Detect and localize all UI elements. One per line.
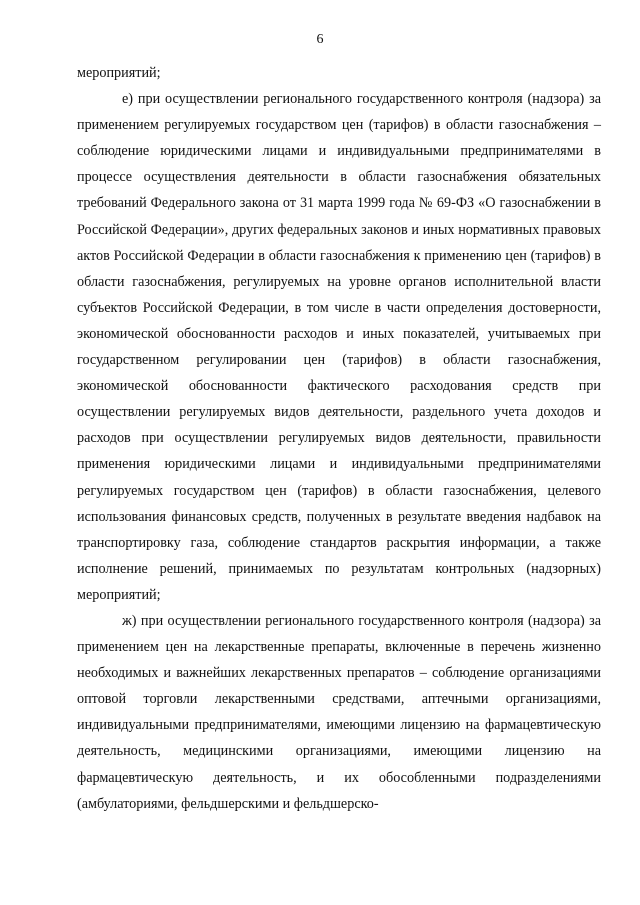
- paragraph-continuation: мероприятий;: [77, 65, 161, 81]
- page-number: 6: [316, 32, 324, 47]
- paragraph-item-e: е) при осуществлении регионального государственного контроля (надзора) за применением регулируемых государством цен (тарифов) в области газоснабжения – соблюдение юридическими лицами и индивидуальными предпринимателями в процессе осуществления деятельности в области газоснабжения обязательных требований Федерального закона от 31 марта 1999 года № 69-ФЗ «О газоснабжении в Российской Федерации», других федеральных законов и иных нормативных правовых актов Российской Федерации в области газоснабжения к применению цен (тарифов) в области газоснабжения, регулируемых на уровне органов исполнительной власти субъектов Российской Федерации, в том числе в части определения достоверности, экономической обоснованности расходов и иных показателей, учитываемых при государственном регулировании цен (тарифов) в области газоснабжения, экономической обоснованности фактического расходования средств при осуществлении регулируемых видов деятельности, раздельного учета доходов и расходов при осуществлении регулируемых видов деятельности, правильности применения юридическими лицами и индивидуальными предпринимателями регулируемых государством цен (тарифов) в области газоснабжения, целевого использования финансовых средств, полученных в результате введения надбавок на транспортировку газа, соблюдение стандартов раскрытия информации, а также исполнение решений, принимаемых по результатам контрольных (надзорных) мероприятий;: [77, 91, 601, 603]
- document-body: [77, 60, 601, 817]
- paragraph-item-zh: ж) при осуществлении регионального государственного контроля (надзора) за применением цен на лекарственные препараты, включенные в перечень жизненно необходимых и важнейших лекарственных препаратов – соблюдение организациями оптовой торговли лекарственными средствами, аптечными организациями, индивидуальными предпринимателями, имеющими лицензию на фармацевтическую деятельность, медицинскими организациями, имеющими лицензию на фармацевтическую деятельность, и их обособленными подразделениями (амбулаториями, фельдшерскими и фельдшерско-: [77, 612, 601, 812]
